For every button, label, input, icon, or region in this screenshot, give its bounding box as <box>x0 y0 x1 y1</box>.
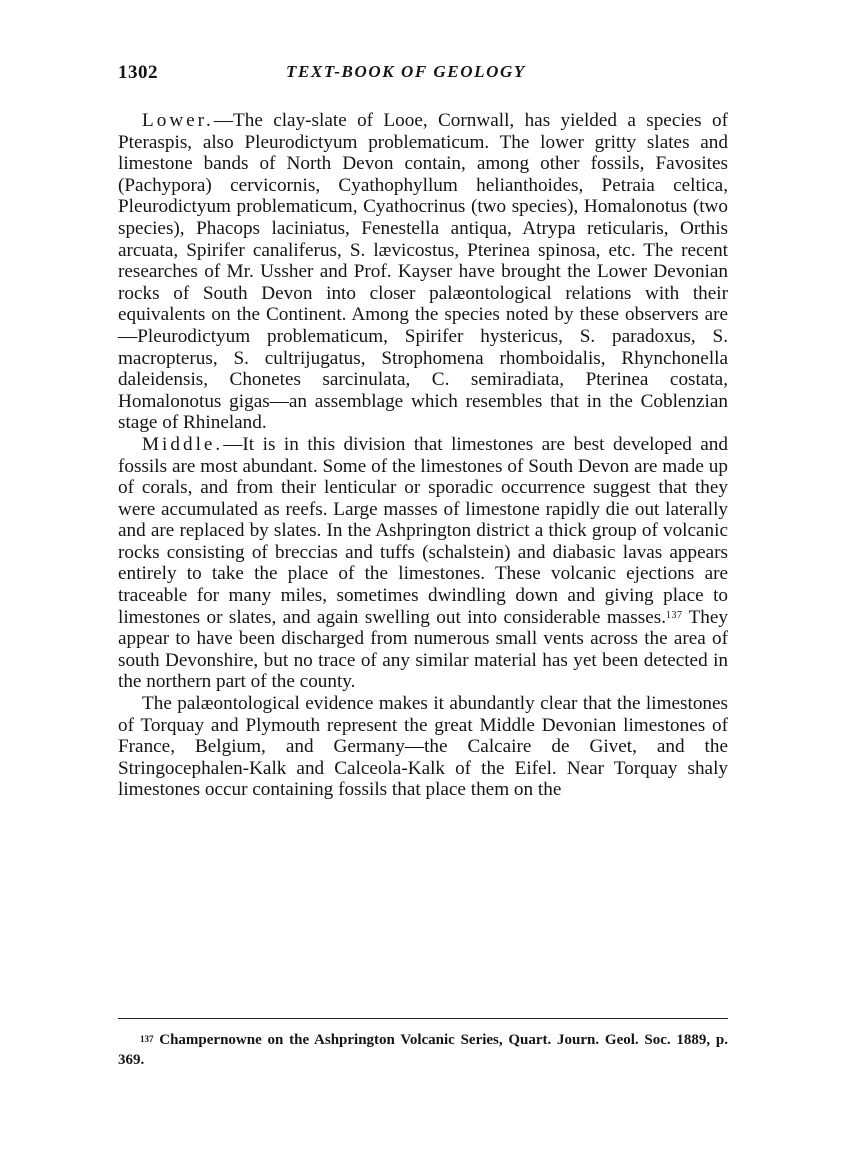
running-title: TEXT-BOOK OF GEOLOGY <box>286 62 526 81</box>
paragraph-text-continued: They appear to have been discharged from numerous small vents across the area of south Devonshire, but no trace of any similar material has yet been detected in the northern part of the county. <box>118 606 728 693</box>
paragraph-lower <box>118 110 728 434</box>
book-page <box>118 62 728 801</box>
footnote <box>118 1030 728 1070</box>
footnote-divider <box>118 1018 728 1019</box>
section-lead-lower: Lower. <box>142 110 214 131</box>
paragraph-text: —The clay-slate of Looe, Cornwall, has yielded a species of Pteraspis, also Pleurodictyum problematicum. The lower gritty slates and limestone bands of North Devon contain, among other fossils, Favosites (Pachypora) cervicornis, Cyathophyllum helianthoides, Petraia celtica, Pleurodictyum problematicum, Cyathocrinus (two species), Homalonotus (two species), Phacops laciniatus, Fenestella antiqua, Atrypa reticularis, Orthis arcuata, Spirifer canaliferus, S. lævicostus, Pterinea spinosa, etc. The recent researches of Mr. Ussher and Prof. Kayser have brought the Lower Devonian rocks of South Devon into closer palæontological relations with their equivalents on the Continent. Among the species noted by these observers are—Pleurodictyum problematicum, Spirifer hystericus, S. paradoxus, S. macropterus, S. cultrijugatus, Strophomena rhomboidalis, Rhynchonella daleidensis, Chonetes sarcinulata, C. semiradiata, Pterinea costata, Homalonotus gigas—an assemblage which resembles that in the Coblenzian stage of Rhineland. <box>118 110 728 434</box>
page-number: 1302 <box>118 62 158 83</box>
footnote-number: 137 <box>140 1034 154 1044</box>
footnote-text: Champernowne on the Ashprington Volcanic Series, Quart. Journ. Geol. Soc. 1889, p. 369. <box>118 1032 728 1068</box>
paragraph-middle <box>118 434 728 693</box>
section-lead-middle: Middle. <box>142 433 224 455</box>
footnote-reference: 137 <box>666 609 683 621</box>
body-text <box>118 110 728 801</box>
paragraph-text: —It is in this division that limestones are best developed and fossils are most abundant. Some of the limestones of South Devon are made up of corals, and from their lenticular or sporadic occurrence suggest that they were accumulated as reefs. Large masses of limestone rapidly die out laterally and are replaced by slates. In the Ashprington district a thick group of volcanic rocks consisting of breccias and tuffs (schalstein) and diabasic lavas appears entirely to take the place of the limestones. These volcanic ejections are traceable for many miles, sometimes dwindling down and giving place to limestones or slates, and again swelling out into considerable masses. <box>118 433 728 628</box>
page-header <box>118 62 728 92</box>
paragraph-palaeontological <box>118 693 728 801</box>
paragraph-text: The palæontological evidence makes it abundantly clear that the limestones of Torquay and Plymouth represent the great Middle Devonian limestones of France, Belgium, and Germany—the Calcaire de Givet, and the Stringocephalen-Kalk and Calceola-Kalk of the Eifel. Near Torquay shaly limestones occur containing fossils that place them on the <box>118 693 728 801</box>
